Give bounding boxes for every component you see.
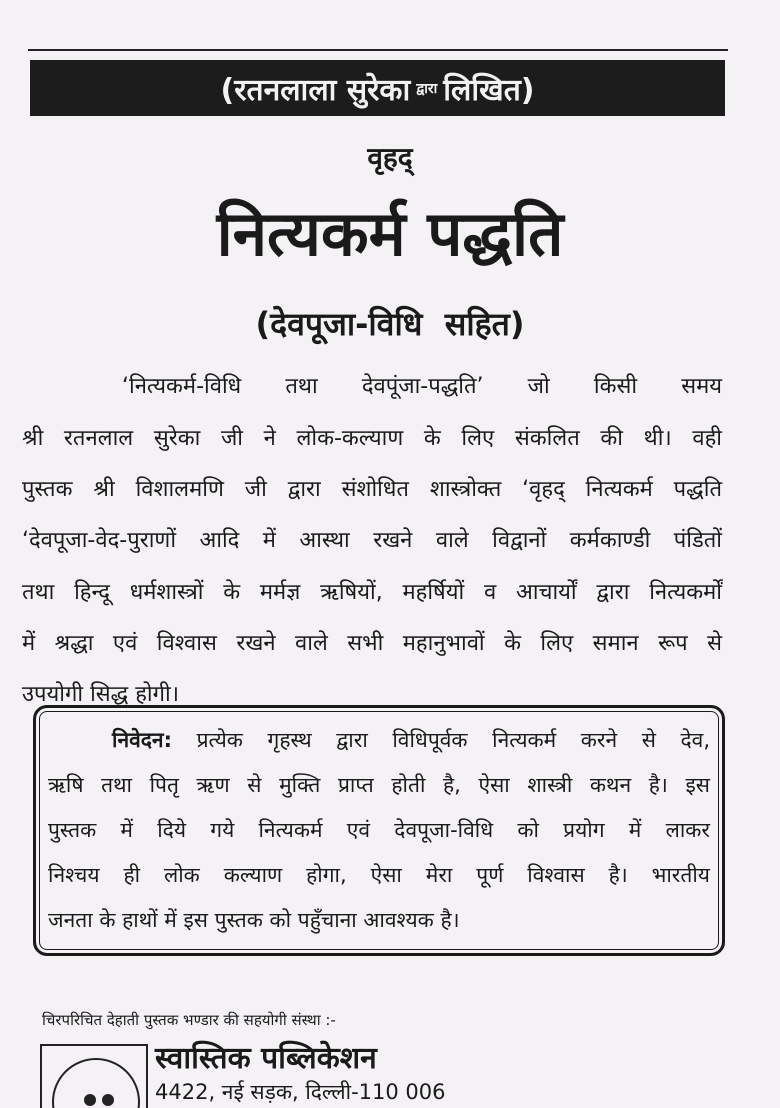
- banner-text-end: लिखित): [443, 72, 535, 108]
- paragraph-line: ‘देवपूजा-वेद-पुराणों आदि में आस्था रखने वाले विद्वानों कर्मकाण्डी पंडितों: [22, 528, 722, 553]
- publisher-logo: [40, 1044, 148, 1108]
- notice-label: निवेदन:: [112, 728, 172, 752]
- notice-line: निश्चय ही लोक कल्याण होगा, ऐसा मेरा पूर्ण विश्वास है। भारतीय: [48, 863, 710, 887]
- paragraph-line: तथा हिन्दू धर्मशास्त्रों के मर्मज्ञ ऋषियों, महर्षियों व आचार्यों द्वारा नित्यकर्मों: [22, 580, 722, 605]
- page-title: नित्यकर्म पद्धति: [216, 197, 564, 270]
- notice-line: ऋषि तथा पितृ ऋण से मुक्ति प्राप्त होती है, ऐसा शास्त्री कथन है। इस: [48, 773, 710, 797]
- publisher-address: 4422, नई सड़क, दिल्ली-110 006: [155, 1080, 446, 1104]
- notice-text: प्रत्येक गृहस्थ द्वारा विधिपूर्वक नित्यकर्म करने से देव,: [196, 728, 710, 752]
- affiliation-text: चिरपरिचित देहाती पुस्तक भण्डार की सहयोगी संस्था :-: [42, 1011, 336, 1029]
- notice-line: जनता के हाथों में इस पुस्तक को पहुँचाना आवश्यक है।: [48, 908, 460, 932]
- publisher-name: स्वास्तिक पब्लिकेशन: [155, 1041, 377, 1076]
- subtitle: (देवपूजा-विधि सहित): [255, 305, 525, 343]
- paragraph-line: उपयोगी सिद्ध होगी।: [22, 682, 180, 707]
- title-prefix: वृहद्: [367, 141, 413, 174]
- notice-line: पुस्तक में दिये गये नित्यकर्म एवं देवपूजा-विधि को प्रयोग में लाकर: [48, 818, 710, 842]
- paragraph-line: पुस्तक श्री विशालमणि जी द्वारा संशोधित शास्त्रोक्त ‘वृहद् नित्यकर्म पद्धति: [22, 477, 722, 502]
- banner-small-text: द्वारा: [416, 80, 438, 97]
- paragraph-line: ‘नित्यकर्म-विधि तथा देवपूंजा-पद्धति’ जो किसी समय: [122, 374, 722, 399]
- top-rule: [28, 49, 728, 51]
- author-banner: [30, 60, 725, 116]
- paragraph-line: श्री रतनलाल सुरेका जी ने लोक-कल्याण के लिए संकलित की थी। वही: [22, 426, 722, 451]
- notice-line: [112, 726, 710, 754]
- paragraph-line: में श्रद्धा एवं विश्वास रखने वाले सभी महानुभावों के लिए समान रूप से: [22, 631, 722, 656]
- banner-text: (रतनलाला सुरेका: [220, 72, 411, 108]
